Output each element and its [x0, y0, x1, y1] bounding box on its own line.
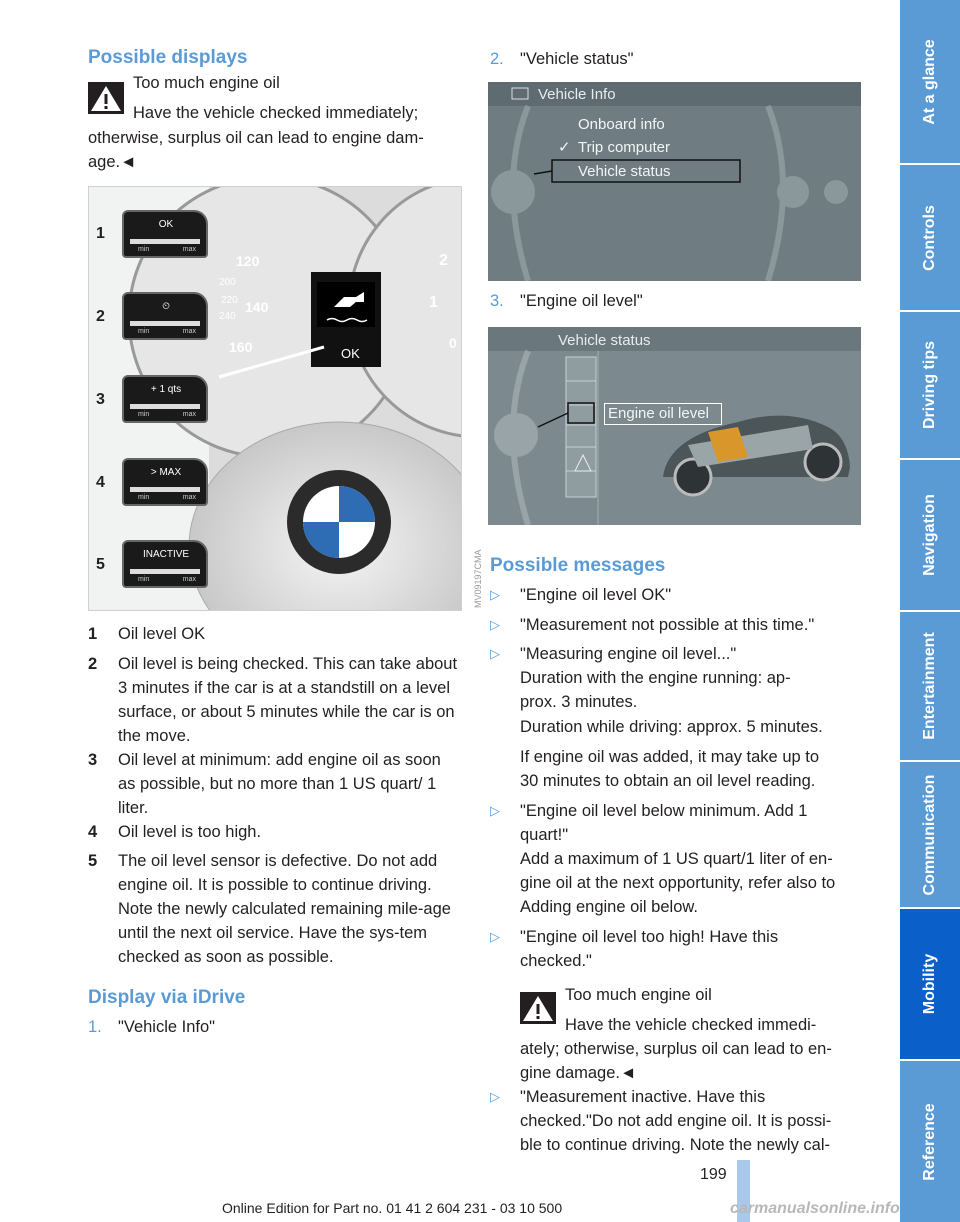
message-text: "Engine oil level OK"	[520, 586, 672, 604]
sidebar-tab-mobility[interactable]: Mobility	[900, 909, 960, 1059]
message-text: quart!"	[520, 826, 569, 844]
level-bar	[130, 321, 200, 326]
message-detail: Adding engine oil below.	[520, 898, 698, 916]
message-item	[490, 799, 862, 823]
gauge-number: 240	[219, 311, 236, 322]
min-label: min	[138, 328, 150, 335]
footer-text: Online Edition for Part no. 01 41 2 604 231 - 03 10 500	[222, 1200, 563, 1216]
oil-display-panel	[122, 292, 208, 340]
message-item	[490, 583, 862, 607]
screen-title: Vehicle Info	[538, 86, 616, 103]
bullet-icon: ▷	[490, 587, 500, 602]
message-text: "Engine oil level too high! Have this	[520, 928, 779, 946]
menu-item-onboard-info[interactable]: Onboard info	[578, 116, 665, 133]
screen-title: Vehicle status	[558, 332, 651, 349]
message-text: "Measurement inactive. Have this	[520, 1088, 766, 1106]
warning-triangle-icon	[520, 992, 556, 1024]
message-text: "Measuring engine oil level..."	[520, 645, 737, 663]
legend-number: 4	[88, 823, 98, 841]
oil-display-panel	[122, 540, 208, 588]
legend-text: Oil level is too high.	[118, 823, 262, 841]
bullet-icon: ▷	[490, 1089, 500, 1104]
message-text: "Measurement not possible at this time."	[520, 616, 815, 634]
panel-text: > MAX	[150, 467, 182, 478]
gauge-number: 1	[429, 294, 438, 311]
idrive-screen-vehicle-status	[488, 327, 861, 525]
message-text: ble to continue driving. Note the newly cal-	[520, 1136, 831, 1154]
sidebar-tab-reference[interactable]: Reference	[900, 1061, 960, 1222]
oil-display-panel	[122, 458, 208, 506]
level-bar	[130, 487, 200, 492]
figure-label-2: 2	[96, 308, 105, 325]
menu-item-trip-computer[interactable]: Trip computer	[578, 139, 670, 156]
max-label: max	[182, 494, 196, 501]
message-detail: Duration while driving: approx. 5 minutes.	[520, 718, 823, 736]
message-detail: gine oil at the next opportunity, refer also to	[520, 874, 836, 892]
legend-item	[88, 820, 462, 844]
gauge-number: 160	[229, 339, 253, 355]
warning-text: gine damage.◄	[520, 1064, 637, 1082]
gauge-number: 120	[236, 253, 260, 269]
sidebar-tab-at-a-glance[interactable]: At a glance	[900, 0, 960, 163]
max-label: max	[182, 328, 196, 335]
gauge-number: 140	[245, 299, 269, 315]
section-heading-possible-messages: Possible messages	[490, 555, 666, 576]
legend-number: 1	[88, 625, 98, 643]
watermark: carmanualsonline.info	[730, 1200, 900, 1217]
sidebar-tab-entertainment[interactable]: Entertainment	[900, 612, 960, 760]
message-item	[490, 642, 862, 666]
menu-item-engine-oil-level[interactable]: Engine oil level	[604, 403, 722, 425]
step-text: "Engine oil level"	[520, 292, 643, 310]
menu-item-vehicle-status[interactable]: Vehicle status	[578, 163, 671, 180]
message-item	[490, 1085, 862, 1109]
big-display-text: OK	[341, 346, 360, 361]
section-heading-display-via-idrive: Display via iDrive	[88, 987, 246, 1008]
warning-text: age.◄	[88, 153, 137, 171]
panel-text: ⏲	[162, 301, 170, 312]
legend-number: 5	[88, 852, 98, 870]
sidebar-tab-navigation[interactable]: Navigation	[900, 460, 960, 610]
step-item	[490, 289, 862, 313]
section-heading-possible-displays: Possible displays	[88, 47, 248, 68]
legend-item	[88, 622, 462, 646]
message-item	[490, 925, 862, 949]
message-text: checked."Do not add engine oil. It is possi-	[520, 1112, 832, 1130]
gauge-number: 2	[439, 252, 448, 269]
level-bar	[130, 239, 200, 244]
legend-number: 2	[88, 655, 98, 673]
panel-text: INACTIVE	[142, 549, 190, 560]
screen-decoration	[488, 327, 861, 525]
bullet-icon: ▷	[490, 929, 500, 944]
message-text: checked."	[520, 952, 592, 970]
legend-text: Oil level at minimum: add engine oil as soon as possible, but no more than 1 US quart/ 1 liter.	[118, 751, 441, 817]
level-bar	[130, 404, 200, 409]
legend-item	[88, 849, 462, 969]
step-number: 3.	[490, 292, 504, 310]
warning-text: ately; otherwise, surplus oil can lead to en-	[520, 1040, 832, 1058]
figure-label-1: 1	[96, 225, 105, 242]
message-text: "Engine oil level below minimum. Add 1	[520, 802, 808, 820]
sidebar-tab-controls[interactable]: Controls	[900, 165, 960, 310]
sidebar-tab-communication[interactable]: Communication	[900, 762, 960, 907]
message-detail: 30 minutes to obtain an oil level reading.	[520, 772, 816, 790]
legend-number: 3	[88, 751, 98, 769]
min-label: min	[138, 576, 150, 583]
figure-label-3: 3	[96, 391, 105, 408]
message-detail: Add a maximum of 1 US quart/1 liter of en-	[520, 850, 833, 868]
min-label: min	[138, 494, 150, 501]
legend-text: The oil level sensor is defective. Do not add engine oil. It is possible to continue driving. Note the newly calculated remaining mile-age until the next oil service. Have the sys-tem checked as soon as possible.	[118, 852, 451, 966]
max-label: max	[182, 576, 196, 583]
idrive-screen-vehicle-info	[488, 82, 861, 281]
gauge-number: 0	[449, 335, 457, 351]
message-item	[490, 613, 862, 637]
screen-decoration	[488, 82, 861, 281]
step-number: 2.	[490, 50, 504, 68]
message-detail: prox. 3 minutes.	[520, 693, 638, 711]
figure-label-5: 5	[96, 556, 105, 573]
check-icon: ✓	[558, 139, 571, 156]
bullet-icon: ▷	[490, 617, 500, 632]
min-label: min	[138, 246, 150, 253]
warning-title: Too much engine oil	[133, 74, 280, 92]
step-number: 1.	[88, 1018, 102, 1036]
sidebar-tab-driving-tips[interactable]: Driving tips	[900, 312, 960, 458]
panel-text: OK	[158, 219, 174, 230]
legend-item	[88, 748, 462, 820]
warning-text: Have the vehicle checked immediately;	[133, 104, 419, 122]
warning-text: Have the vehicle checked immedi-	[565, 1016, 817, 1034]
step-item	[88, 1015, 462, 1039]
step-text: "Vehicle Info"	[118, 1018, 216, 1036]
gauge-number: 220	[221, 295, 238, 306]
max-label: max	[182, 246, 196, 253]
message-detail: If engine oil was added, it may take up to	[520, 748, 820, 766]
level-bar	[130, 569, 200, 574]
figure-label-4: 4	[96, 474, 105, 491]
legend-item	[88, 652, 462, 748]
legend-text: Oil level is being checked. This can take about 3 minutes if the car is at a standstill on a level surface, or about 5 minutes while the car is on the move.	[118, 655, 458, 745]
legend-text: Oil level OK	[118, 625, 206, 643]
step-text: "Vehicle status"	[520, 50, 634, 68]
figure-code: MV09197CMA	[473, 549, 483, 608]
warning-title: Too much engine oil	[565, 986, 712, 1004]
oil-display-panel	[122, 375, 208, 423]
oil-display-panel	[122, 210, 208, 258]
warning-triangle-icon	[88, 82, 124, 114]
panel-text: + 1 qts	[150, 384, 182, 395]
message-detail: Duration with the engine running: ap-	[520, 669, 791, 687]
step-item	[490, 47, 862, 71]
bullet-icon: ▷	[490, 646, 500, 661]
gauge-number: 200	[219, 277, 236, 288]
min-label: min	[138, 411, 150, 418]
bullet-icon: ▷	[490, 803, 500, 818]
max-label: max	[182, 411, 196, 418]
page-number: 199	[700, 1166, 727, 1183]
warning-text: otherwise, surplus oil can lead to engine dam-	[88, 129, 424, 147]
